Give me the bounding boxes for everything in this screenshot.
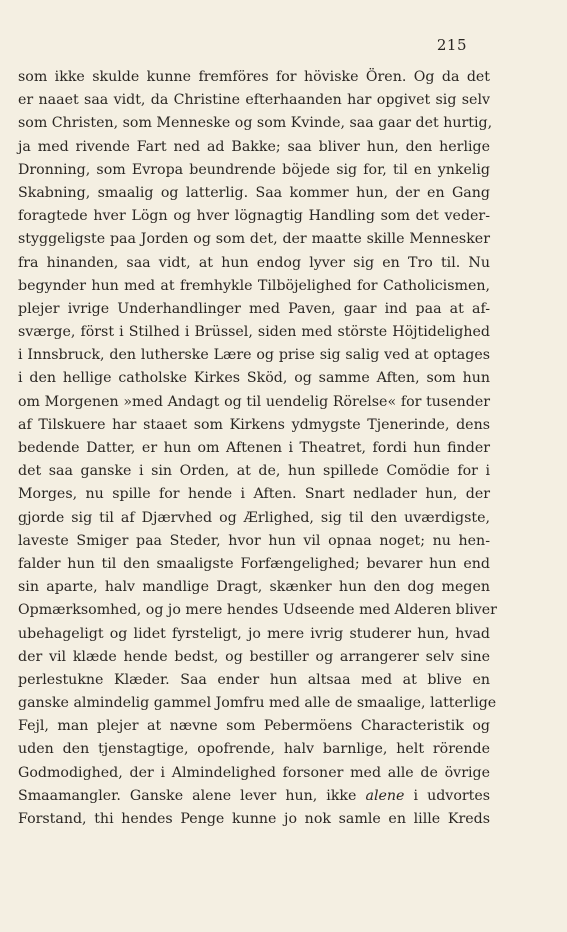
text-line: sværge, först i Stilhed i Brüssel, siden med störste Höjtidelighed xyxy=(18,324,490,341)
text-line: begynder hun med at fremhykle Tilböjelighed for Catholicismen, xyxy=(18,277,490,294)
text-line-with-emphasis xyxy=(18,785,490,808)
text-line: ganske almindelig gammel Jomfru med alle de smaalige, latterlige xyxy=(18,695,497,712)
text-line: i Innsbruck, den lutherske Lære og prise sig salig ved at optages xyxy=(18,347,490,364)
text-line: om Morgenen »med Andagt og til uendelig Rörelse« for tusender xyxy=(18,393,490,410)
text-line: Opmærksomhed, og jo mere hendes Udseende med Alderen bliver xyxy=(18,602,497,619)
text-line: bedende Datter, er hun om Aftenen i Theatret, fordi hun finder xyxy=(18,440,490,456)
text-line: styggeligste paa Jorden og som det, der maatte skille Mennesker xyxy=(18,231,490,248)
text-line: der vil klæde hende bedst, og bestiller og arrangerer selv sine xyxy=(18,648,490,665)
text-line: er naaet saa vidt, da Christine efterhaanden har opgivet sig selv xyxy=(18,92,490,109)
text-line: sin aparte, halv mandlige Dragt, skænker hun den dog megen xyxy=(18,579,490,596)
text-line: som Christen, som Menneske og som Kvinde, saa gaar det hurtig, xyxy=(18,115,493,132)
text-line: laveste Smiger paa Steder, hvor hun vil opnaa noget; nu hen- xyxy=(18,532,490,549)
text-line-tail: i udvortes xyxy=(413,787,491,804)
text-line-head: Smaamangler. Ganske alene lever hun, ikke xyxy=(18,787,357,804)
text-line: Skabning, smaalig og latterlig. Saa kommer hun, der en Gang xyxy=(18,184,490,201)
text-line: perlestukne Klæder. Saa ender hun altsaa med at blive en xyxy=(18,671,490,688)
text-line: Morges, nu spille for hende i Aften. Snart nedlader hun, der xyxy=(18,486,490,503)
text-line: i den hellige catholske Kirkes Sköd, og samme Aften, som hun xyxy=(18,370,490,387)
text-line: ja med rivende Fart ned ad Bakke; saa bliver hun, den herlige xyxy=(18,138,490,155)
text-line: det saa ganske i sin Orden, at de, hun spillede Comödie for i xyxy=(18,463,490,480)
text-line: foragtede hver Lögn og hver lögnagtig Handling som det veder- xyxy=(18,208,490,225)
text-line: af Tilskuere har staaet som Kirkens ydmygste Tjenerinde, dens xyxy=(18,416,490,433)
emphasized-word: alene xyxy=(365,787,405,804)
text-line: Godmodighed, der i Almindelighed forsoner med alle de övrige xyxy=(18,764,490,781)
text-line: plejer ivrige Underhandlinger med Paven, gaar ind paa at af- xyxy=(18,300,490,317)
text-line: Dronning, som Evropa beundrende böjede sig for, til en ynkelig xyxy=(18,161,490,178)
text-line: Forstand, thi hendes Penge kunne jo nok samle en lille Kreds xyxy=(18,811,490,827)
text-line: falder hun til den smaaligste Forfængelighed; bevarer hun end xyxy=(18,555,490,572)
text-line: ubehageligt og lidet fyrsteligt, jo mere ivrig studerer hun, hvad xyxy=(18,625,490,642)
text-line: fra hinanden, saa vidt, at hun endog lyver sig en Tro til. Nu xyxy=(18,254,490,271)
text-line: som ikke skulde kunne fremföres for höviske Ören. Og da det xyxy=(18,69,490,85)
body-text xyxy=(18,66,497,831)
page-number: 215 xyxy=(436,36,467,54)
text-line: gjorde sig til af Djærvhed og Ærlighed, sig til den uværdigste, xyxy=(18,509,490,526)
text-line: Fejl, man plejer at nævne som Pebermöens Characteristik og xyxy=(18,718,490,735)
text-line: uden den tjenstagtige, opofrende, halv barnlige, helt rörende xyxy=(18,741,490,758)
